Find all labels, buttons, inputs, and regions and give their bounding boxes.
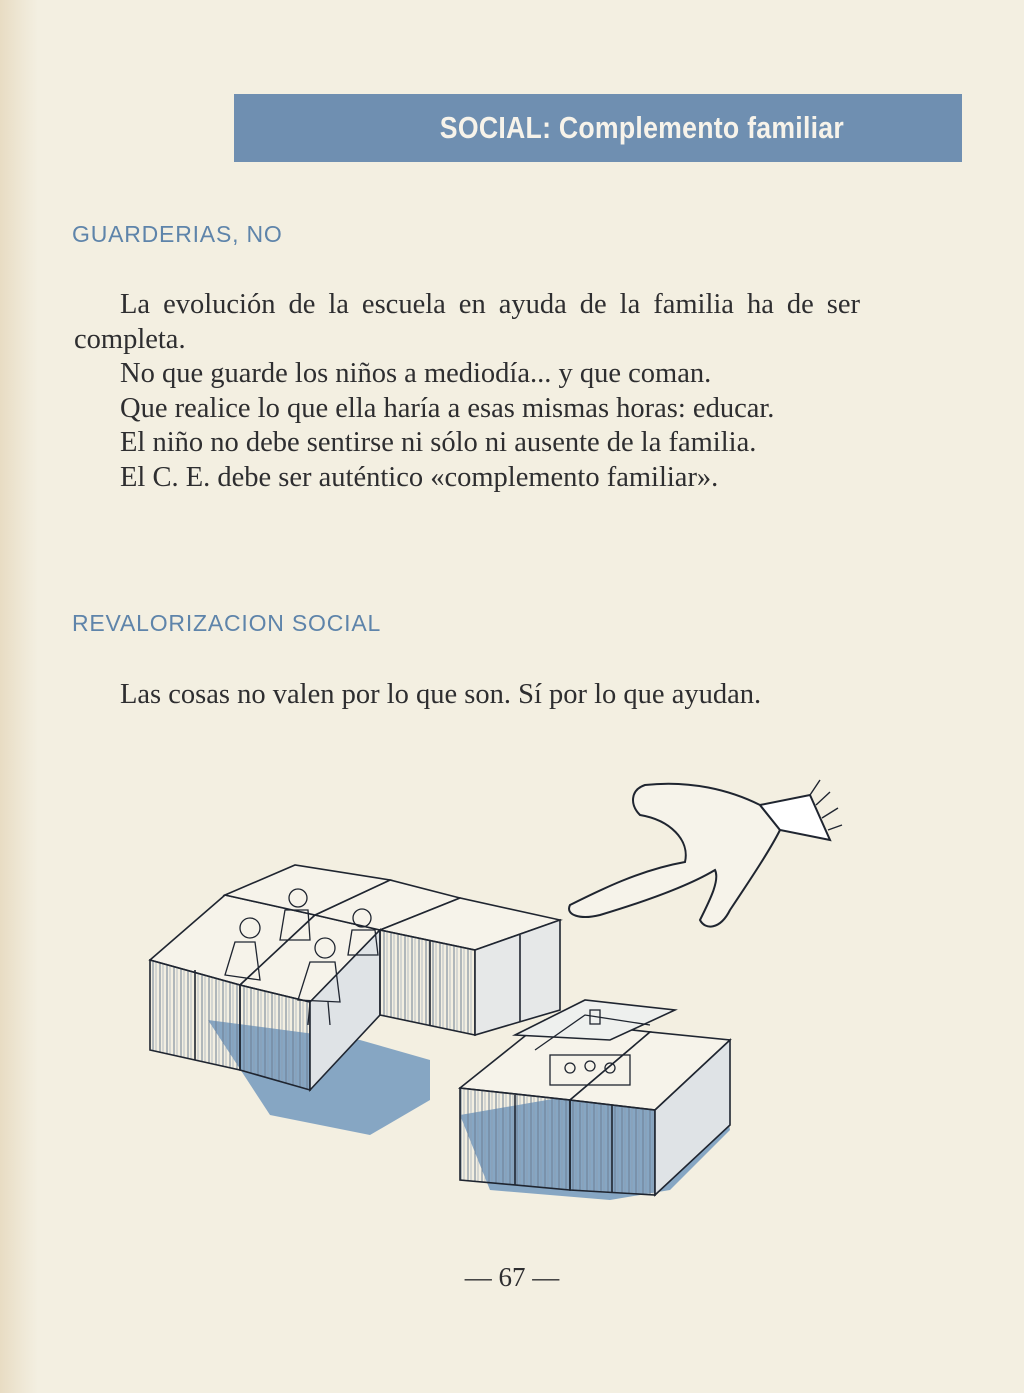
- body-text-revalorizacion: [74, 678, 860, 713]
- paragraph: No que guarde los niños a mediodía... y que coman.: [120, 358, 712, 389]
- heading-guarderias: GUARDERIAS, NO: [72, 221, 283, 247]
- paragraph: La evolución de la escuela en ayuda de la familia ha de ser completa.: [74, 289, 860, 355]
- page-edge-stain: [0, 0, 38, 1393]
- pointing-hand-and-puzzle-blocks-icon: [130, 770, 850, 1210]
- body-text-guarderias: [74, 288, 860, 495]
- heading-revalorizacion: REVALORIZACION SOCIAL: [72, 610, 382, 636]
- page-number: — 67 —: [464, 1262, 560, 1292]
- paragraph: El niño no debe sentirse ni sólo ni ausente de la familia.: [120, 427, 757, 458]
- paragraph: Que realice lo que ella haría a esas mismas horas: educar.: [120, 392, 775, 424]
- paragraph: Las cosas no valen por lo que son. Sí por lo que ayudan.: [120, 679, 762, 710]
- pointing-hand: [569, 784, 830, 927]
- paragraph: El C. E. debe ser auténtico «complemento familiar».: [120, 461, 719, 493]
- section-header-bar: [234, 94, 962, 162]
- section-header-title: SOCIAL: Complemento familiar: [439, 110, 844, 145]
